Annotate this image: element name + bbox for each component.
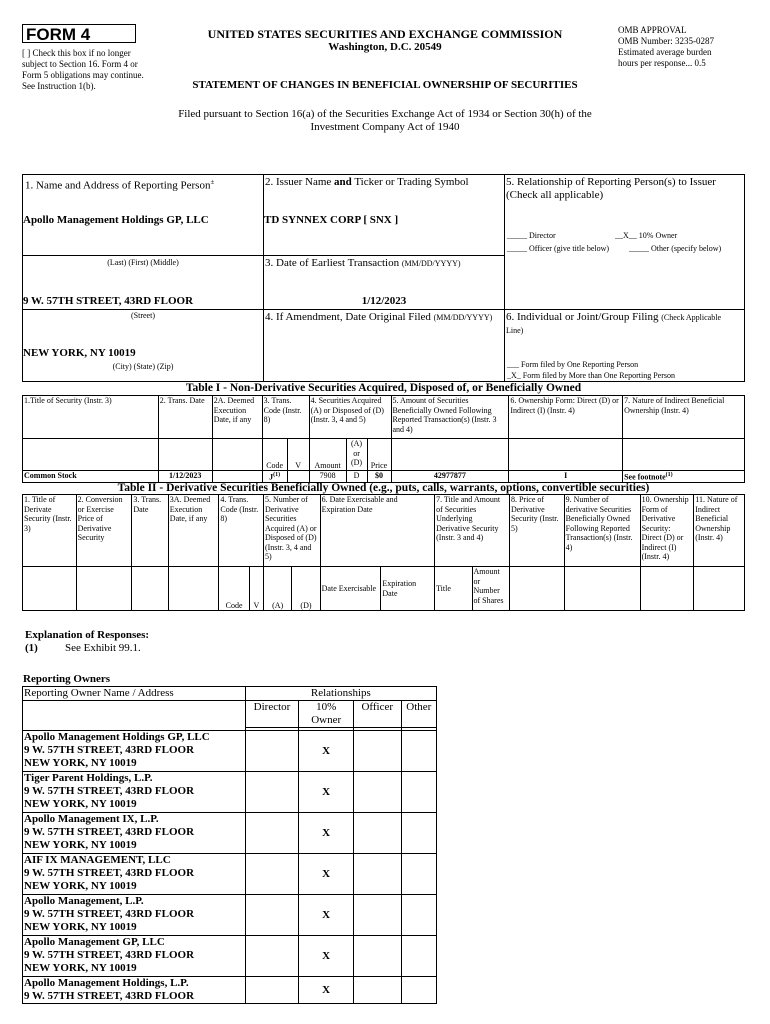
reporting-person-city: NEW YORK, NY 10019 (23, 347, 136, 359)
box3-label (265, 257, 461, 270)
owner-name-address (23, 936, 246, 977)
table-row (23, 772, 437, 813)
t2-header-nature: 11. Nature of Indirect Beneficial Ownership (Instr. 4) (694, 495, 745, 567)
filed-pursuant-line2: Investment Company Act of 1940 (310, 121, 460, 133)
owner-other-mark (401, 936, 436, 977)
owner-name: Apollo Management IX, L.P. (24, 813, 159, 825)
ro-col-name: Reporting Owner Name / Address (23, 687, 246, 701)
t1-sub-price: Price (367, 439, 391, 471)
t2-header-price: 8. Price of Derivative Security (Instr. 5) (509, 495, 564, 567)
t1-row-nature-note: (1) (665, 472, 673, 478)
t1-header-nature: 7. Nature of Indirect Beneficial Ownership (Instr. 4) (623, 396, 745, 439)
owner-ten-mark: X (299, 731, 354, 772)
t2-sub-v: V (249, 567, 263, 611)
more-persons-checkbox[interactable]: _X_ Form filed by More than One Reporting Person (507, 371, 675, 380)
box6-label-small-2: Line) (506, 326, 524, 335)
table-row (23, 936, 437, 977)
earliest-transaction-date: 1/12/2023 (361, 295, 407, 307)
t1-header-acquired: 4. Securities Acquired (A) or Disposed of (D) (Instr. 3, 4 and 5) (309, 396, 391, 439)
table-row (23, 977, 437, 1004)
street-caption: (Street) (131, 311, 155, 320)
owner-city: NEW YORK, NY 10019 (24, 962, 137, 974)
owner-street: 9 W. 57TH STREET, 43RD FLOOR (24, 744, 195, 756)
t1-row-form: I (509, 471, 623, 483)
explanation-num: (1) (25, 642, 38, 654)
t1-header-deemed: 2A. Deemed Execution Date, if any (212, 396, 262, 439)
owner-other-mark (401, 772, 436, 813)
t1-row-amount: 7908 (309, 471, 346, 483)
table1 (22, 395, 745, 483)
agency-location: Washington, D.C. 20549 (328, 41, 442, 53)
owner-officer-mark (353, 977, 401, 1004)
t2-header-date: 3. Trans. Date (132, 495, 168, 567)
reporting-owners-heading: Reporting Owners (23, 673, 111, 685)
owner-name-address (23, 813, 246, 854)
owner-ten-mark: X (299, 813, 354, 854)
box5-sublabel: (Check all applicable) (506, 189, 604, 201)
t2-header-form: 10. Ownership Form of Derivative Security: Direct (D) or Indirect (I) (Instr. 4) (640, 495, 694, 567)
t1-row-v (287, 471, 309, 483)
owner-officer-mark (353, 854, 401, 895)
t2-sub-date-exercisable: Date Exercisable (320, 567, 381, 611)
owner-name: Tiger Parent Holdings, L.P. (24, 772, 153, 784)
t1-row-nature (623, 471, 745, 483)
owner-director-mark (245, 895, 299, 936)
owner-name-address (23, 854, 246, 895)
owner-other-mark (401, 813, 436, 854)
t2-header-title: 1. Title of Derivate Security (Instr. 3) (23, 495, 77, 567)
owner-director-mark (245, 977, 299, 1004)
t2-sub-title: Title (435, 567, 472, 611)
t1-row-price: $0 (367, 471, 391, 483)
ten-percent-owner-checkbox[interactable]: __X__ 10% Owner (615, 231, 678, 240)
t2-header-code: 4. Trans. Code (Instr. 8) (219, 495, 264, 567)
t2-header-conversion: 2. Conversion or Exercise Price of Derivative Security (76, 495, 132, 567)
t1-row-aord: D (346, 471, 367, 483)
t1-row-code (262, 471, 287, 483)
other-checkbox[interactable]: _____ Other (specify below) (629, 244, 722, 253)
ro-col-officer: Officer (353, 701, 401, 728)
filed-pursuant (100, 108, 670, 134)
ro-col-director: Director (245, 701, 299, 728)
omb-hours: hours per response... 0.5 (618, 58, 706, 68)
box6-label-small: (Check Applicable (661, 313, 721, 322)
box1-label-text: 1. Name and Address of Reporting Person (25, 179, 211, 192)
owner-street: 9 W. 57TH STREET, 43RD FLOOR (24, 949, 195, 961)
form-title: FORM 4 (22, 24, 136, 43)
reporting-owners-table (22, 686, 437, 1004)
owner-street: 9 W. 57TH STREET, 43RD FLOOR (24, 908, 195, 920)
owner-other-mark (401, 895, 436, 936)
table2 (22, 494, 745, 611)
owner-officer-mark (353, 936, 401, 977)
owner-ten-mark: X (299, 895, 354, 936)
t1-row-owned: 42977877 (391, 471, 509, 483)
owner-street: 9 W. 57TH STREET, 43RD FLOOR (24, 867, 195, 879)
owner-street: 9 W. 57TH STREET, 43RD FLOOR (24, 990, 195, 1002)
owner-director-mark (245, 813, 299, 854)
owner-director-mark (245, 731, 299, 772)
t2-sub-expiration: Expiration Date (381, 567, 435, 611)
t2-header-deemed: 3A. Deemed Execution Date, if any (168, 495, 219, 567)
omb-number: OMB Number: 3235-0287 (618, 36, 714, 46)
owner-city: NEW YORK, NY 10019 (24, 921, 137, 933)
owner-city: NEW YORK, NY 10019 (24, 880, 137, 892)
owner-officer-mark (353, 731, 401, 772)
table-row (23, 731, 437, 772)
owner-city: NEW YORK, NY 10019 (24, 798, 137, 810)
box4-format: (MM/DD/YYYY) (433, 313, 493, 322)
box2-label-post: Ticker or Trading Symbol (351, 176, 469, 188)
t1-row-nature-text: See footnote (624, 472, 666, 482)
t1-header-owned: 5. Amount of Securities Beneficially Owned Following Reported Transaction(s) (Instr. 3 and 4) (391, 396, 509, 439)
owner-street: 9 W. 57TH STREET, 43RD FLOOR (24, 826, 195, 838)
t1-sub-v: V (287, 439, 309, 471)
t2-sub-amount: Amount or Number of Shares (472, 567, 509, 611)
box4-label (265, 311, 492, 324)
agency-title: UNITED STATES SECURITIES AND EXCHANGE COMMISSION (207, 27, 563, 41)
t1-header-date: 2. Trans. Date (158, 396, 212, 439)
owner-city: NEW YORK, NY 10019 (24, 757, 137, 769)
t1-row-code-value: J (269, 472, 274, 482)
t1-row-deemed (212, 471, 262, 483)
explanation-item (25, 642, 141, 654)
owner-director-mark (245, 936, 299, 977)
table2-title: Table II - Derivative Securities Beneficially Owned (e.g., puts, calls, warrants, options, convertible securities) (117, 482, 650, 494)
table-row (23, 895, 437, 936)
owner-other-mark (401, 731, 436, 772)
box1-label (25, 176, 214, 193)
checkbox-note[interactable]: [ ] Check this box if no longer subject to Section 16. Form 4 or Form 5 obligations may continue. See Instruction 1(b). (22, 48, 144, 91)
one-person-checkbox[interactable]: ___ Form filed by One Reporting Person (507, 360, 639, 369)
box4-label-text: 4. If Amendment, Date Original Filed (265, 311, 431, 323)
name-caption: (Last) (First) (Middle) (107, 258, 179, 267)
box3-format: (MM/DD/YYYY) (401, 259, 461, 268)
ro-col-relationships: Relationships (245, 687, 436, 701)
ro-col-other: Other (401, 701, 436, 728)
statement-title: STATEMENT OF CHANGES IN BENEFICIAL OWNERSHIP OF SECURITIES (192, 79, 578, 91)
officer-checkbox[interactable]: _____ Officer (give title below) (507, 244, 610, 253)
owner-director-mark (245, 854, 299, 895)
box2-label (265, 176, 469, 189)
t2-sub-code: Code (219, 567, 249, 611)
owner-officer-mark (353, 772, 401, 813)
t1-header-title: 1.Title of Security (Instr. 3) (23, 396, 159, 439)
t1-sub-amount: Amount (309, 439, 346, 471)
box2-label-and: and (334, 176, 352, 188)
owner-name-address (23, 977, 246, 1004)
t1-header-code: 3. Trans. Code (Instr. 8) (262, 396, 309, 439)
director-checkbox[interactable]: _____ Director (507, 231, 556, 240)
reporting-person-street: 9 W. 57TH STREET, 43RD FLOOR (23, 295, 194, 307)
owner-ten-mark: X (299, 977, 354, 1004)
owner-other-mark (401, 977, 436, 1004)
ro-col-ten-percent: 10% Owner (299, 701, 354, 728)
table-row (23, 813, 437, 854)
box1-marker: ± (210, 178, 215, 186)
t2-header-owned: 9. Number of derivative Securities Beneficially Owned Following Reported Transaction(s) (Instr. 4) (564, 495, 640, 567)
owner-ten-mark: X (299, 936, 354, 977)
owner-ten-mark: X (299, 854, 354, 895)
box6-label (506, 311, 742, 337)
issuer-name: TD SYNNEX CORP [ SNX ] (264, 214, 399, 226)
city-caption: (City) (State) (Zip) (112, 362, 174, 371)
t2-sub-a: (A) (263, 567, 291, 611)
t1-row-title: Common Stock (23, 471, 159, 483)
box2-label-pre: 2. Issuer Name (265, 176, 335, 188)
box3-label-text: 3. Date of Earliest Transaction (265, 257, 400, 269)
table-row (23, 471, 745, 483)
box5-label (506, 176, 742, 202)
t1-row-date: 1/12/2023 (158, 471, 212, 483)
filed-pursuant-line1: Filed pursuant to Section 16(a) of the Securities Exchange Act of 1934 or Section 30(h) of the (178, 108, 592, 120)
owner-officer-mark (353, 813, 401, 854)
owner-street: 9 W. 57TH STREET, 43RD FLOOR (24, 785, 195, 797)
explanation-heading: Explanation of Responses: (25, 629, 150, 641)
owner-name-address (23, 731, 246, 772)
owner-name: Apollo Management Holdings, L.P. (24, 977, 189, 989)
omb-burden: Estimated average burden (618, 47, 712, 57)
explanation-text: See Exhibit 99.1. (65, 642, 141, 654)
t2-header-number: 5. Number of Derivative Securities Acquired (A) or Disposed of (D) (Instr. 3, 4 and 5) (263, 495, 320, 567)
t1-row-code-note: (1) (273, 472, 281, 478)
owner-name-address (23, 895, 246, 936)
t1-sub-code: Code (262, 439, 287, 471)
owner-name-address (23, 772, 246, 813)
table1-title: Table I - Non-Derivative Securities Acquired, Disposed of, or Beneficially Owned (185, 382, 582, 394)
omb-approval-block (618, 25, 758, 69)
owner-name: Apollo Management, L.P. (24, 895, 144, 907)
t2-header-exercisable: 6. Date Exercisable and Expiration Date (320, 495, 434, 567)
owner-other-mark (401, 854, 436, 895)
box5-label-text: 5. Relationship of Reporting Person(s) to Issuer (506, 176, 716, 188)
box6-label-text: 6. Individual or Joint/Group Filing (506, 311, 659, 323)
omb-approval: OMB APPROVAL (618, 25, 687, 35)
owner-city: NEW YORK, NY 10019 (24, 839, 137, 851)
table-row (23, 854, 437, 895)
owner-officer-mark (353, 895, 401, 936)
owner-name: Apollo Management Holdings GP, LLC (24, 731, 210, 743)
t1-sub-aord: (A) or (D) (346, 439, 367, 471)
reporting-person-name: Apollo Management Holdings GP, LLC (23, 214, 209, 226)
owner-name: Apollo Management GP, LLC (24, 936, 165, 948)
owner-name: AIF IX MANAGEMENT, LLC (24, 854, 171, 866)
owner-ten-mark: X (299, 772, 354, 813)
t2-sub-d: (D) (292, 567, 320, 611)
owner-director-mark (245, 772, 299, 813)
t1-header-form: 6. Ownership Form: Direct (D) or Indirect (I) (Instr. 4) (509, 396, 623, 439)
t2-header-underlying: 7. Title and Amount of Securities Underlying Derivative Security (Instr. 3 and 4) (435, 495, 510, 567)
